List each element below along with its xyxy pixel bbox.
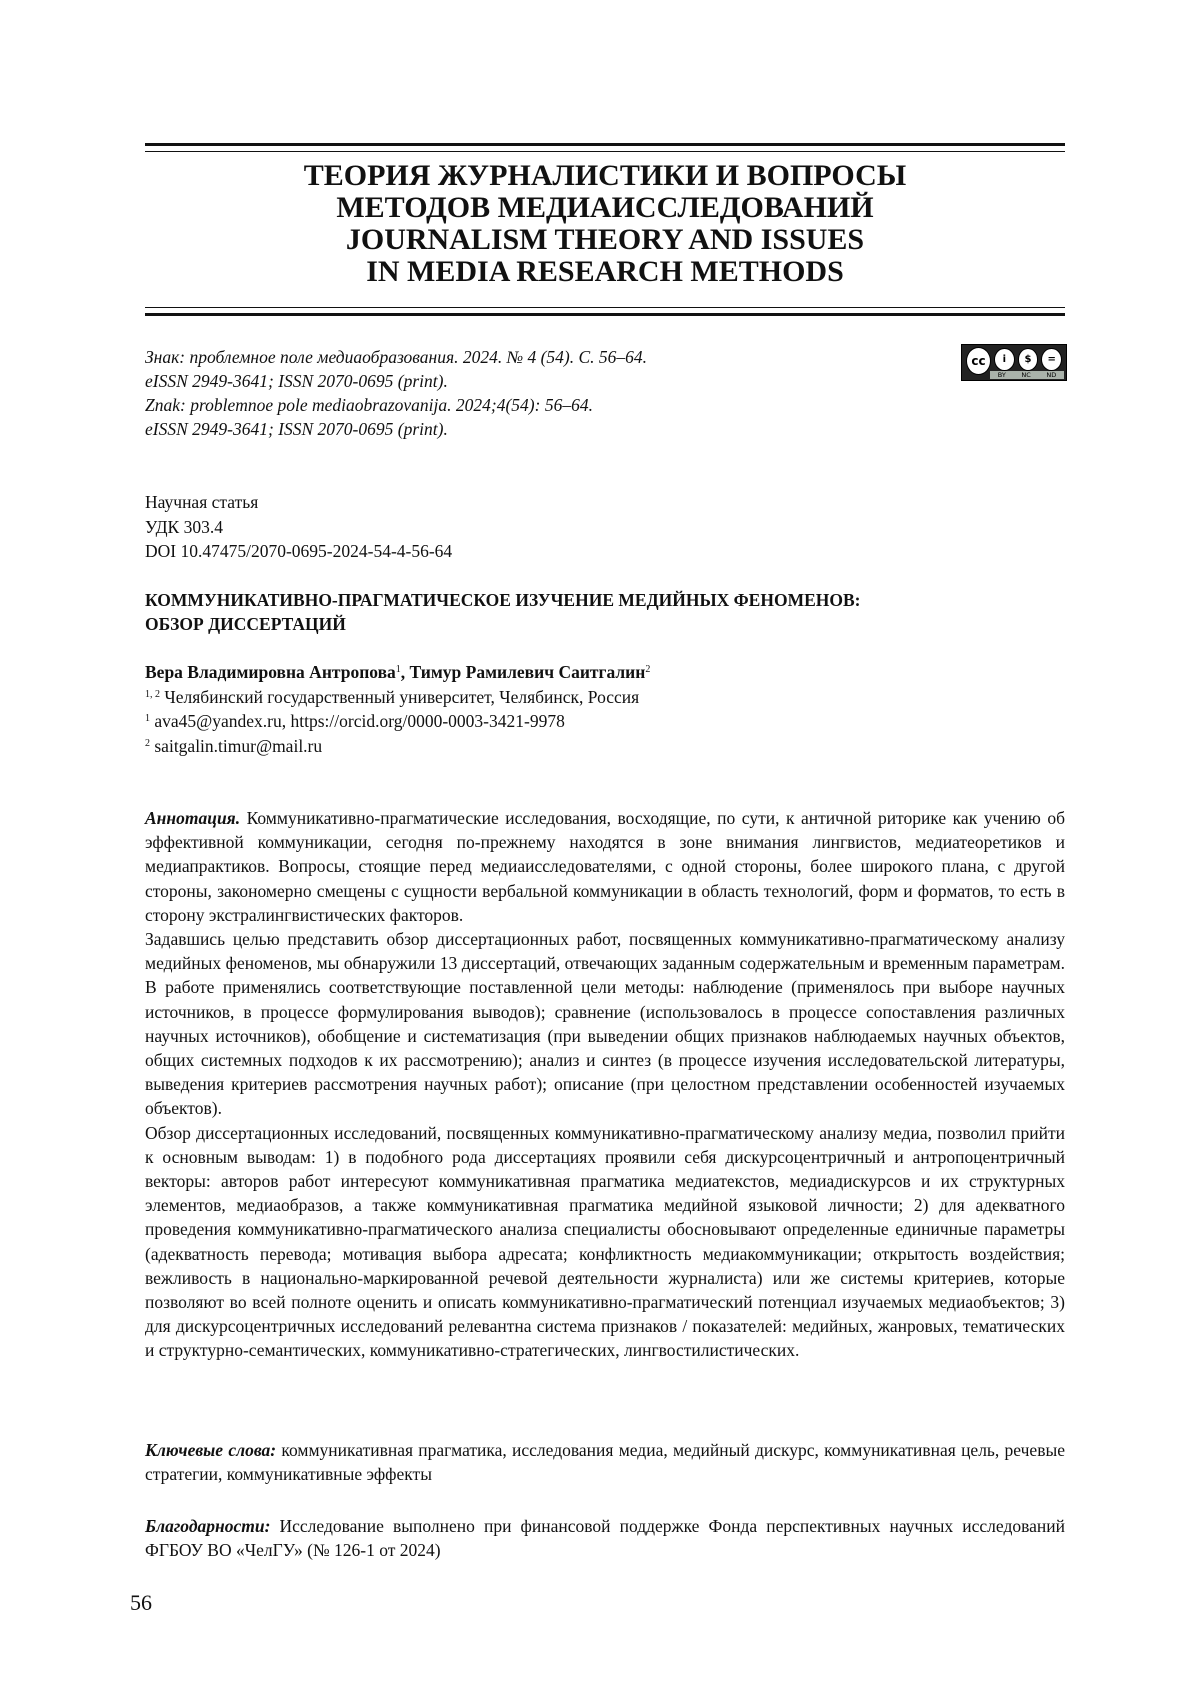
license-label-by: BY xyxy=(997,371,1006,379)
keywords-text: коммуникативная прагматика, исследования медиа, медийный дискурс, коммуникативная цель, речевые стратегии, коммуникативные эффекты xyxy=(145,1440,1065,1485)
contact-1 xyxy=(145,709,1065,734)
author-1: Вера Владимировна Антропова xyxy=(145,662,396,682)
creative-commons-icon: cc xyxy=(966,347,991,375)
acknowledgements-lead: Благодарности: xyxy=(145,1516,271,1536)
article-title-line: ОБЗОР ДИССЕРТАЦИЙ xyxy=(145,614,346,634)
header-rule-top-thin xyxy=(145,151,1065,152)
article-type: Научная статья xyxy=(145,492,259,512)
authors-block xyxy=(145,660,1065,758)
abstract-paragraph: Обзор диссертационных исследований, посвященных коммуникативно-прагматическому анализу медиа, позволил прийти к основным выводам: 1) в подобного рода диссертациях проявили себя дискурсоцентричный и антропоцентричный векторы: авторов работ интересуют коммуникативная прагматика медиатекстов, медиадискурсов и их структурных элементов, медиаобразов, а также коммуникативная прагматика медийной языковой личности; 2) для адекватного проведения коммуникативно-прагматического анализа специалисты обосновывают определенные единичные параметры (адекватность перевода; мотивация выбора адресата; конфликтность медиакоммуникации; открытость воздействия; вежливость в национально-маркированной речевой деятельности журналиста) или же системы критериев, которые позволяют во всей полноте оценить и описать коммуникативно-прагматический потенциал изучаемых медиаобъектов; 3) для дискурсоцентричных исследований релевантна система признаков / показателей: медийных, жанровых, тематических и структурно-семантических, коммуникативно-стратегических, лингвостилистических. xyxy=(145,1122,1065,1361)
contact-2-text[interactable]: saitgalin.timur@mail.ru xyxy=(150,735,323,756)
acknowledgements-text: Исследование выполнено при финансовой поддержке Фонда перспективных научных исследований ФГБОУ ВО «ЧелГУ» (№ 126-1 от 2024) xyxy=(145,1516,1065,1561)
citation-line: eISSN 2949-3641; ISSN 2070-0695 (print). xyxy=(145,419,448,439)
citation-line: eISSN 2949-3641; ISSN 2070-0695 (print). xyxy=(145,371,448,391)
abstract xyxy=(145,806,1065,1363)
affiliation-text: Челябинский государственный университет, Челябинск, Россия xyxy=(160,686,640,707)
abstract-lead: Аннотация. xyxy=(145,808,241,828)
article-title xyxy=(145,588,1065,636)
header-rule-bottom-thick xyxy=(145,313,1065,316)
affiliation xyxy=(145,685,1065,710)
license-label-nc: NC xyxy=(1021,371,1031,379)
citation-line: Znak: problemnoe pole mediaobrazovanija. 2024;4(54): 56–64. xyxy=(145,395,593,415)
citation-line: Знак: проблемное поле медиаобразования. 2024. № 4 (54). С. 56–64. xyxy=(145,347,648,367)
author-2: Тимур Рамилевич Саитгалин xyxy=(409,662,646,682)
header-rule-bottom-thin xyxy=(145,307,1065,308)
cc-license-badge[interactable] xyxy=(961,344,1067,381)
no-derivatives-icon: = xyxy=(1041,348,1062,371)
article-meta xyxy=(145,490,452,564)
keywords-lead: Ключевые слова: xyxy=(145,1440,277,1460)
keywords xyxy=(145,1438,1065,1486)
citation-block xyxy=(145,345,845,441)
section-title xyxy=(145,160,1065,288)
contact-2-mark: 2 xyxy=(145,737,150,749)
abstract-p1-text: Коммуникативно-прагматические исследования, восходящие, по сути, к античной риторике как учению об эффективной коммуникации, сегодня по-прежнему находятся в зоне внимания лингвистов, медиатеоретиков и медиапрактиков. Вопросы, стоящие перед медиаисследователями, с одной стороны, более широкого плана, с другой стороны, закономерно смещены с сущности вербальной коммуникации в область технологий, форм и форматов, то есть в сторону экстралингвистических факторов. xyxy=(145,808,1065,925)
abstract-paragraph xyxy=(145,806,1065,927)
abstract-paragraph: Задавшись целью представить обзор диссертационных работ, посвященных коммуникативно-прагматическому анализу медийных феноменов, мы обнаружили 13 диссертаций, отвечающих заданным содержательным и временным параметрам. В работе применялись соответствующие поставленной цели методы: наблюдение (применялось при выборе научных источников, в процессе формулирования выводов); сравнение (использовалось в процессе сопоставления различных научных источников), обобщение и систематизация (при выведении общих признаков наблюдаемых научных объектов, общих системных подходов к их рассмотрению); анализ и синтез (в процессе изучения исследовательской литературы, выведения критериев рассмотрения научных работ); описание (при целостном представлении особенностей изучаемых объектов). xyxy=(145,929,1065,1119)
section-title-line: МЕТОДОВ МЕДИАИССЛЕДОВАНИЙ xyxy=(336,191,874,224)
license-label-nd: ND xyxy=(1046,371,1057,379)
doi: DOI 10.47475/2070-0695-2024-54-4-56-64 xyxy=(145,541,453,561)
author-names xyxy=(145,660,1065,685)
contact-1-text[interactable]: ava45@yandex.ru, https://orcid.org/0000-0003-3421-9978 xyxy=(150,711,565,731)
udc-code: УДК 303.4 xyxy=(145,516,223,537)
section-title-line: ТЕОРИЯ ЖУРНАЛИСТИКИ И ВОПРОСЫ xyxy=(303,159,907,192)
contact-2 xyxy=(145,734,1065,759)
affiliation-mark: 1, 2 xyxy=(145,688,160,700)
noncommercial-icon: $ xyxy=(1018,348,1039,371)
acknowledgements xyxy=(145,1514,1065,1562)
page-number: 56 xyxy=(130,1590,152,1615)
author-separator: , xyxy=(400,662,410,682)
attribution-icon: i xyxy=(994,348,1015,371)
author-2-mark: 2 xyxy=(645,664,651,675)
contact-1-mark: 1 xyxy=(145,713,150,724)
author-1-mark: 1 xyxy=(395,664,401,675)
section-title-line: IN MEDIA RESEARCH METHODS xyxy=(366,255,844,288)
header-rule-top-thick xyxy=(145,143,1065,146)
section-title-line: JOURNALISM THEORY AND ISSUES xyxy=(345,223,865,256)
article-title-line: КОММУНИКАТИВНО-ПРАГМАТИЧЕСКОЕ ИЗУЧЕНИЕ МЕДИЙНЫХ ФЕНОМЕНОВ: xyxy=(145,590,861,610)
